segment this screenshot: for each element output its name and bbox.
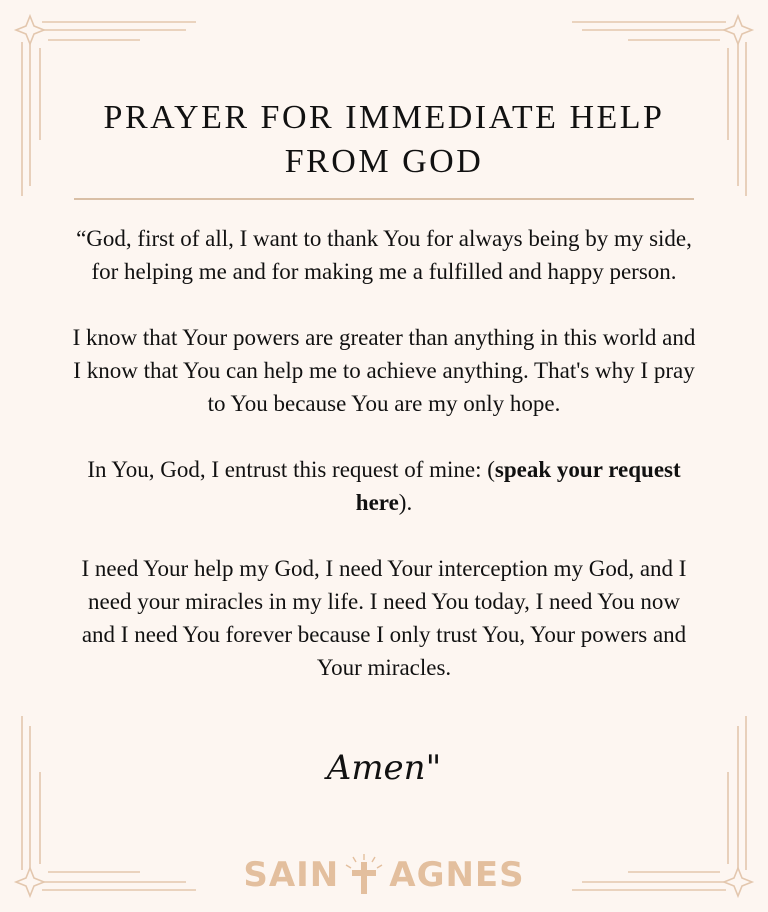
page-title: PRAYER FOR IMMEDIATE HELP FROM GOD	[103, 99, 665, 180]
star-ornament-icon	[16, 16, 44, 44]
star-ornament-icon	[724, 16, 752, 44]
request-text: In You, God, I entrust this request of mine: (	[87, 457, 495, 482]
prayer-paragraph: “God, first of all, I want to thank You for always being by my side, for helping me and for making me a fulfilled and happy person.	[76, 226, 692, 284]
logo-text-right: AGNES	[389, 855, 525, 895]
prayer-paragraph	[72, 453, 696, 519]
prayer-paragraph: I need Your help my God, I need Your interception my God, and I need your miracles in my life. I need You today, I need You now and I need You forever because I only trust You, Your powers and Your miracles.	[81, 556, 687, 680]
title-divider	[74, 198, 694, 200]
brand-logo	[0, 852, 768, 898]
closing-amen: Amen"	[326, 748, 442, 788]
prayer-paragraph: I know that Your powers are greater than anything in this world and I know that You can help me to achieve anything. That's why I pray to You because You are my only hope.	[72, 325, 696, 416]
request-text-end: ).	[398, 490, 413, 515]
logo-text-left: SAIN	[243, 855, 340, 895]
cross-sunburst-icon	[341, 852, 387, 898]
request-placeholder: speak your request here	[355, 457, 681, 515]
prayer-body	[72, 222, 696, 717]
